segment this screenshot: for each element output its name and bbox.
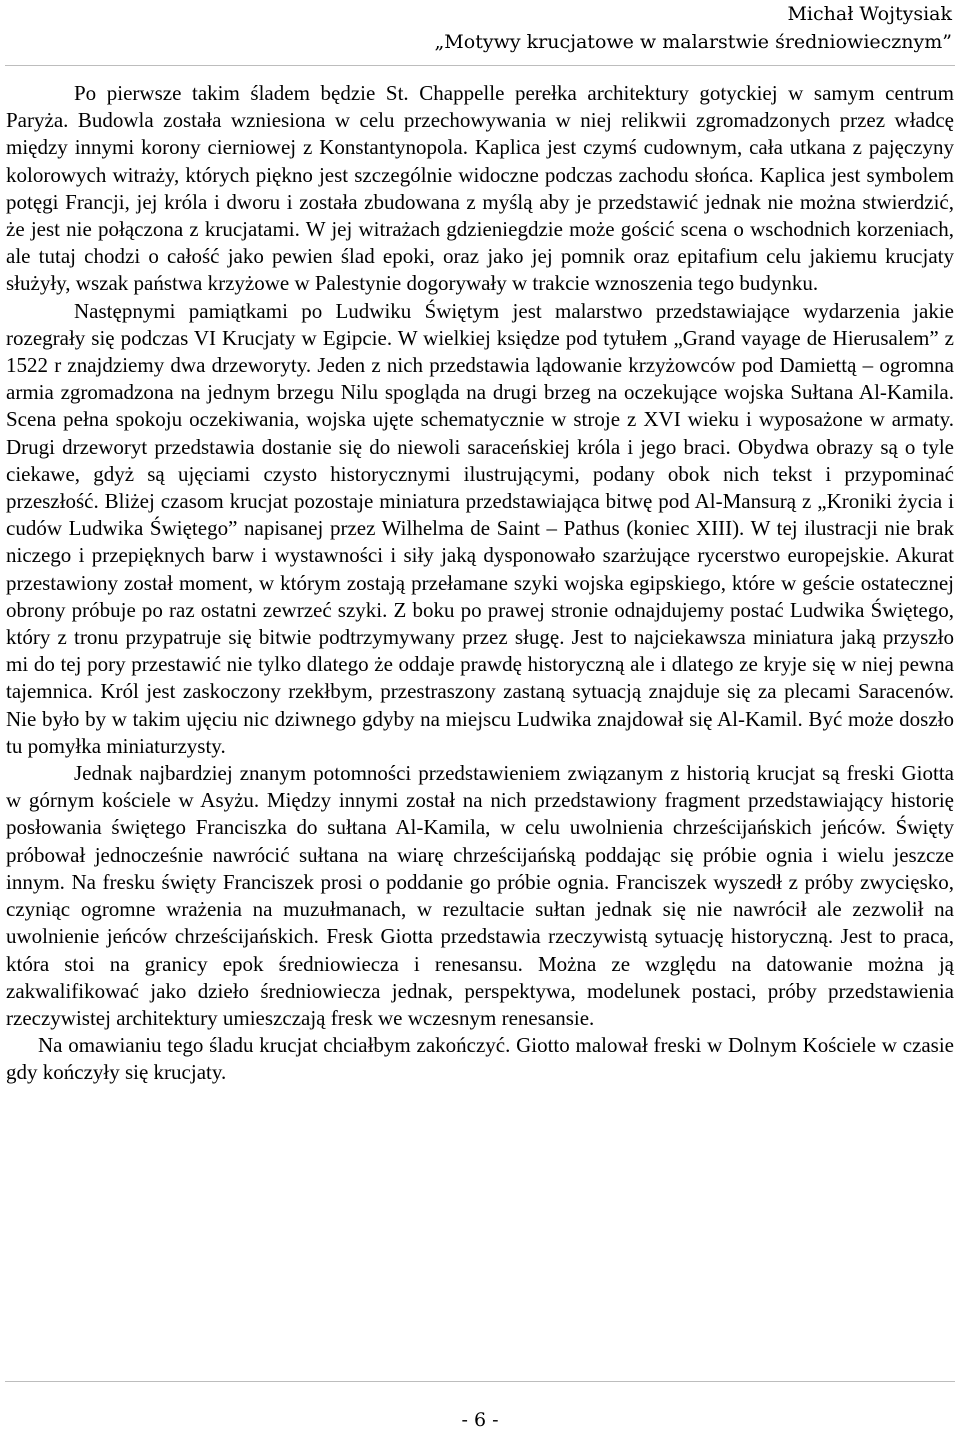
page-number: - 6 - xyxy=(461,1409,499,1431)
paragraph: Jednak najbardziej znanym potomności przedstawieniem związanym z historią krucjat są freski Giotta w górnym kościele w Asyżu. Między innymi został na nich przedstawiony fragment przedstawiający historię posłowania świętego Franciszka do sułtana Al-Kamila, w celu uwolnienia chrześcijańskich jeńców. Święty próbował jednocześnie nawrócić sułtana na wiarę chrześcijańską poddając się próbie ognia i wielu jeszcze innym. Na fresku święty Franciszek prosi o poddanie go próbie ognia. Franciszek wyszedł z próby zwycięsko, czyniąc ogromne wrażenia na muzułmanach, w rezultacie sułtan jednak się nie nawrócił ale zezwolił na uwolnienie jeńców chrześcijańskich. Fresk Giotta przedstawia rzeczywistą sytuację historyczną. Jest to praca, która stoi na granicy epok średniowiecza i renesansu. Można ze względu na datowanie można ją zakwalifikować jako dzieło średniowiecza jednak, perspektywa, modelunek postaci, próby przedstawienia rzeczywistej architektury umieszczają fresk we wczesnym renesansie. xyxy=(6,761,954,1030)
page-header xyxy=(434,0,952,56)
paragraph: Na omawianiu tego śladu krucjat chciałbym zakończyć. Giotto malował freski w Dolnym Kościele w czasie gdy kończyły się krucjaty. xyxy=(6,1033,954,1085)
paragraph: Po pierwsze takim śladem będzie St. Chappelle perełka architektury gotyckiej w samym centrum Paryża. Budowla została wzniesiona w celu przechowywania w niej relikwii zgromadzonych przez władcę między innymi korony cierniowej z Konstantynopola. Kaplica jest czymś cudownym, cała utkana z pajęczyny kolorowych witraży, których piękno jest szczególnie widoczne podczas zachodu słońca. Kaplica jest symbolem potęgi Francji, jej króla i dworu i została zbudowana z myślą aby je przedstawić jednak nie można stwierdzić, że jest nie połączona z krucjatami. W jej witrażach gdzieniegdzie może gościć scena o wschodnich korzeniach, ale tutaj chodzi o całość jako pewien ślad epoki, oraz jako jej pomnik oraz epitafium celu jakiemu krucjaty służyły, wszak państwa krzyżowe w Palestynie dogorywały w trakcie wznoszenia tego budynku. xyxy=(6,81,954,296)
header-title: „Motywy krucjatowe w malarstwie średniowiecznym” xyxy=(434,31,952,53)
header-author: Michał Wojtysiak xyxy=(787,3,952,25)
header-divider xyxy=(5,65,955,66)
footer-divider xyxy=(5,1381,955,1382)
paragraph: Następnymi pamiątkami po Ludwiku Świętym jest malarstwo przedstawiające wydarzenia jakie rozegrały się podczas VI Krucjaty w Egipcie. W wielkiej księdze pod tytułem „Grand vayage de Hierusalem” z 1522 r znajdziemy dwa drzeworyty. Jeden z nich przedstawia lądowanie krzyżowców pod Damiettą – ogromna armia zgromadzona na jednym brzegu Nilu spogląda na drugi brzeg na oczekujące wojska Sułtana Al-Kamila. Scena pełna spokoju oczekiwania, wojska ujęte schematycznie w stroje z XVI wieku i wyposażone w armaty. Drugi drzeworyt przedstawia dostanie się do niewoli saraceńskiej króla i jego braci. Obydwa obrazy są o tyle ciekawe, gdyż są ujęciami czysto historycznymi ilustrującymi, podany obok nich tekst i przypominać przeszłość. Bliżej czasom krucjat pozostaje miniatura przedstawiająca bitwę pod Al-Mansurą z „Kroniki życia i cudów Ludwika Świętego” napisanej przez Wilhelma de Saint – Pathus (koniec XIII). W tej ilustracji nie brak niczego i przepięknych barw i wystawności i siły jaką dysponowało szarżujące rycerstwo europejskie. Akurat przestawiony został moment, w którym zostają przełamane szyki wojska egipskiego, które w geście ostatecznej obrony próbuje po raz ostatni zewrzeć szyki. Z boku po prawej stronie odnajdujemy postać Ludwika Świętego, który z tronu przypatruje się bitwie podtrzymywany przez sługę. Jest to najciekawsza miniatura jaką przyszło mi do tej pory przestawić nie tylko dlatego że oddaje prawdę historyczną ale i dlatego ze kryje się w niej pewna tajemnica. Król jest zaskoczony rzekłbym, przestraszony zastaną sytuacją znajduje się za plecami Saracenów. Nie było by w takim ujęciu nic dziwnego gdyby na miejscu Ludwika znajdował się Al-Kamil. Być może doszło tu pomyłka miniaturzysty. xyxy=(6,298,954,758)
document-body xyxy=(6,80,954,1087)
